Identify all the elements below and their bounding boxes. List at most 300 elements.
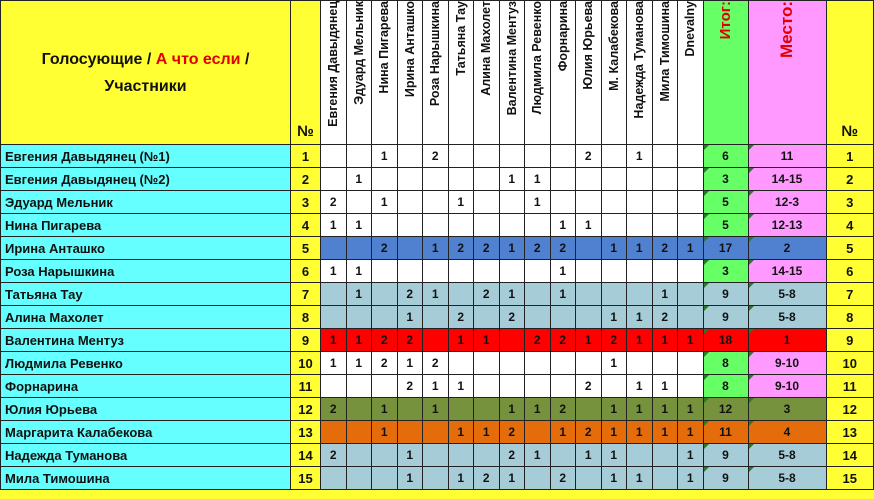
- vote-cell: [525, 260, 551, 283]
- vote-cell: 2: [576, 375, 602, 398]
- vote-cell: [321, 168, 347, 191]
- voter-name-label-wrap: [474, 1, 499, 144]
- row-number-right: 8: [827, 306, 874, 329]
- voter-name-label: Форнарина: [555, 1, 570, 72]
- vote-cell: [321, 283, 347, 306]
- row-number: 2: [291, 168, 321, 191]
- vote-cell: [321, 145, 347, 168]
- vote-cell: 1: [398, 467, 424, 490]
- mesto-cell: 5-8: [749, 444, 827, 467]
- voter-header: [500, 0, 526, 145]
- participant-name: Ирина Анташко: [0, 237, 291, 260]
- voter-header: [398, 0, 424, 145]
- vote-cell: 1: [627, 237, 653, 260]
- vote-cell: [678, 306, 704, 329]
- vote-cell: [449, 260, 475, 283]
- row-number-right: 6: [827, 260, 874, 283]
- participant-name: Роза Нарышкина: [0, 260, 291, 283]
- vote-cell: 1: [449, 421, 475, 444]
- row-number: 13: [291, 421, 321, 444]
- row-number-right: 2: [827, 168, 874, 191]
- vote-cell: [525, 352, 551, 375]
- row-number: 14: [291, 444, 321, 467]
- vote-cell: 1: [423, 283, 449, 306]
- vote-cell: 2: [576, 145, 602, 168]
- vote-cell: [347, 375, 373, 398]
- vote-cell: [627, 214, 653, 237]
- vote-cell: 1: [525, 191, 551, 214]
- vote-cell: 1: [551, 260, 577, 283]
- vote-cell: 1: [678, 444, 704, 467]
- row-number-right: 14: [827, 444, 874, 467]
- vote-cell: 1: [576, 444, 602, 467]
- vote-cell: 1: [347, 214, 373, 237]
- voter-name-label: Нина Пигарева: [377, 1, 392, 94]
- vote-cell: [347, 398, 373, 421]
- vote-cell: 1: [576, 214, 602, 237]
- vote-cell: 1: [653, 375, 679, 398]
- vote-cell: [678, 375, 704, 398]
- row-number: 5: [291, 237, 321, 260]
- vote-cell: [372, 283, 398, 306]
- vote-cell: [423, 191, 449, 214]
- vote-cell: [474, 352, 500, 375]
- voter-name-label-wrap: [500, 1, 525, 144]
- vote-cell: 1: [500, 168, 526, 191]
- vote-cell: 2: [551, 467, 577, 490]
- voter-name-label: Надежда Туманова: [632, 1, 647, 119]
- vote-cell: 1: [372, 145, 398, 168]
- vote-cell: [576, 306, 602, 329]
- vote-cell: [347, 467, 373, 490]
- voter-name-label: Мила Тимошина: [657, 1, 672, 102]
- row-number-right: 5: [827, 237, 874, 260]
- voter-name-label-wrap: [449, 1, 474, 144]
- row-number: 3: [291, 191, 321, 214]
- voter-header: [372, 0, 398, 145]
- vote-cell: 1: [627, 398, 653, 421]
- vote-cell: 1: [525, 398, 551, 421]
- voter-name-label: Юлия Юрьева: [581, 1, 596, 90]
- vote-cell: [347, 145, 373, 168]
- vote-cell: [525, 306, 551, 329]
- participant-name: Евгения Давыдянец (№1): [0, 145, 291, 168]
- voter-name-label: Dnevalny: [683, 1, 698, 57]
- row-number-right: 15: [827, 467, 874, 490]
- vote-cell: 2: [576, 421, 602, 444]
- vote-cell: [602, 145, 628, 168]
- voter-name-label: Людмила Ревенко: [530, 1, 545, 115]
- itog-cell: 8: [704, 352, 749, 375]
- itog-cell: 3: [704, 260, 749, 283]
- itog-cell: 9: [704, 306, 749, 329]
- vote-cell: 2: [602, 329, 628, 352]
- vote-cell: 1: [627, 306, 653, 329]
- row-number-right: 3: [827, 191, 874, 214]
- voter-name-label-wrap: [653, 1, 678, 144]
- itog-cell: 18: [704, 329, 749, 352]
- participant-name: Форнарина: [0, 375, 291, 398]
- mesto-cell: 9-10: [749, 375, 827, 398]
- vote-cell: 1: [627, 329, 653, 352]
- vote-cell: [653, 214, 679, 237]
- itog-cell: 9: [704, 283, 749, 306]
- vote-cell: [576, 260, 602, 283]
- vote-cell: 1: [347, 283, 373, 306]
- vote-cell: [347, 444, 373, 467]
- vote-cell: [372, 375, 398, 398]
- voter-name-label: Татьяна Тау: [453, 1, 468, 76]
- vote-cell: 1: [347, 329, 373, 352]
- vote-cell: [449, 352, 475, 375]
- vote-cell: [653, 467, 679, 490]
- itog-cell: 6: [704, 145, 749, 168]
- mesto-cell: 5-8: [749, 467, 827, 490]
- vote-cell: 1: [653, 421, 679, 444]
- voter-name-label-wrap: [525, 1, 550, 144]
- vote-cell: 1: [627, 421, 653, 444]
- mesto-cell: 9-10: [749, 352, 827, 375]
- vote-cell: [321, 421, 347, 444]
- vote-cell: [551, 352, 577, 375]
- vote-cell: [602, 260, 628, 283]
- row-number-right: 13: [827, 421, 874, 444]
- vote-cell: 1: [347, 168, 373, 191]
- vote-cell: [678, 168, 704, 191]
- vote-cell: 2: [398, 329, 424, 352]
- voter-name-label: Алина Махолет: [479, 1, 494, 96]
- mesto-cell: 4: [749, 421, 827, 444]
- vote-cell: [347, 421, 373, 444]
- vote-cell: 1: [474, 329, 500, 352]
- vote-cell: [678, 260, 704, 283]
- vote-cell: 2: [423, 145, 449, 168]
- voter-name-label: Роза Нарышкина: [428, 1, 443, 107]
- mesto-cell: 12-3: [749, 191, 827, 214]
- vote-cell: 1: [423, 375, 449, 398]
- mesto-cell: 1: [749, 329, 827, 352]
- voter-name-label-wrap: [347, 1, 372, 144]
- vote-cell: [500, 352, 526, 375]
- vote-cell: 1: [602, 444, 628, 467]
- vote-cell: [576, 398, 602, 421]
- vote-cell: 1: [678, 467, 704, 490]
- row-number: 15: [291, 467, 321, 490]
- voter-name-label-wrap: [602, 1, 627, 144]
- title-part1: Голосующие /: [41, 50, 156, 68]
- vote-cell: 1: [474, 421, 500, 444]
- vote-cell: [449, 145, 475, 168]
- vote-cell: 1: [398, 352, 424, 375]
- participant-name: Татьяна Тау: [0, 283, 291, 306]
- vote-cell: [653, 444, 679, 467]
- itog-cell: 11: [704, 421, 749, 444]
- vote-cell: [474, 191, 500, 214]
- vote-cell: [525, 145, 551, 168]
- vote-cell: 1: [449, 191, 475, 214]
- vote-cell: 1: [551, 214, 577, 237]
- vote-cell: 1: [627, 467, 653, 490]
- voter-header: [678, 0, 704, 145]
- row-number: 10: [291, 352, 321, 375]
- vote-cell: 2: [500, 444, 526, 467]
- vote-cell: 2: [398, 283, 424, 306]
- vote-cell: [372, 214, 398, 237]
- mesto-cell: 2: [749, 237, 827, 260]
- participant-name: Юлия Юрьева: [0, 398, 291, 421]
- voter-header: [602, 0, 628, 145]
- participant-name: Людмила Ревенко: [0, 352, 291, 375]
- vote-cell: [576, 467, 602, 490]
- vote-cell: [576, 191, 602, 214]
- vote-cell: 1: [653, 329, 679, 352]
- vote-cell: 1: [449, 467, 475, 490]
- voter-name-label: Ирина Анташко: [402, 1, 417, 98]
- participant-name: Алина Махолет: [0, 306, 291, 329]
- vote-cell: 1: [347, 352, 373, 375]
- voter-header: [347, 0, 373, 145]
- vote-cell: [372, 168, 398, 191]
- vote-cell: [576, 352, 602, 375]
- voter-header: [627, 0, 653, 145]
- voter-name-label: Евгения Давыдянец: [326, 1, 341, 127]
- mesto-label-wrap: [749, 1, 826, 144]
- voter-header: [551, 0, 577, 145]
- vote-cell: 2: [551, 237, 577, 260]
- itog-cell: 9: [704, 467, 749, 490]
- vote-cell: [653, 191, 679, 214]
- row-number-right: 12: [827, 398, 874, 421]
- vote-cell: 1: [551, 283, 577, 306]
- vote-cell: [474, 444, 500, 467]
- vote-cell: 2: [474, 283, 500, 306]
- voter-name-label-wrap: [627, 1, 652, 144]
- vote-cell: [321, 237, 347, 260]
- vote-cell: [321, 375, 347, 398]
- participant-name: Мила Тимошина: [0, 467, 291, 490]
- vote-cell: 1: [602, 352, 628, 375]
- vote-cell: [602, 283, 628, 306]
- vote-cell: 1: [678, 237, 704, 260]
- vote-cell: 1: [321, 260, 347, 283]
- voter-name-label-wrap: [576, 1, 601, 144]
- itog-header: [704, 0, 749, 145]
- vote-cell: 1: [500, 237, 526, 260]
- row-number: 12: [291, 398, 321, 421]
- vote-cell: 1: [678, 421, 704, 444]
- vote-cell: [398, 421, 424, 444]
- vote-cell: [500, 145, 526, 168]
- vote-cell: [474, 306, 500, 329]
- voter-name-label-wrap: [423, 1, 448, 144]
- num-header: №: [291, 0, 321, 145]
- row-number: 6: [291, 260, 321, 283]
- itog-label-wrap: [704, 1, 748, 144]
- row-number: 11: [291, 375, 321, 398]
- title-red: А что если: [155, 50, 241, 68]
- vote-cell: 1: [500, 283, 526, 306]
- vote-cell: [474, 398, 500, 421]
- vote-cell: [525, 421, 551, 444]
- mesto-label: Место:: [777, 1, 796, 58]
- vote-cell: 1: [551, 421, 577, 444]
- row-number-right: 11: [827, 375, 874, 398]
- voter-name-label-wrap: [398, 1, 423, 144]
- itog-cell: 3: [704, 168, 749, 191]
- vote-cell: [500, 191, 526, 214]
- vote-cell: [627, 283, 653, 306]
- voter-header: [321, 0, 347, 145]
- vote-cell: [449, 283, 475, 306]
- vote-cell: 1: [372, 191, 398, 214]
- row-number-right: 10: [827, 352, 874, 375]
- vote-cell: [321, 467, 347, 490]
- vote-cell: 2: [500, 421, 526, 444]
- vote-cell: [423, 467, 449, 490]
- participant-name: Валентина Ментуз: [0, 329, 291, 352]
- participant-name: Евгения Давыдянец (№2): [0, 168, 291, 191]
- vote-cell: 1: [653, 398, 679, 421]
- itog-cell: 5: [704, 214, 749, 237]
- row-number-right: 9: [827, 329, 874, 352]
- vote-cell: [551, 306, 577, 329]
- vote-cell: 1: [423, 237, 449, 260]
- vote-cell: [525, 283, 551, 306]
- voter-name-label: Эдуард Мельник: [351, 1, 366, 105]
- vote-cell: [678, 283, 704, 306]
- vote-cell: 2: [321, 444, 347, 467]
- vote-cell: [372, 260, 398, 283]
- mesto-cell: 5-8: [749, 283, 827, 306]
- vote-cell: [398, 398, 424, 421]
- voter-name-label: М. Калабекова: [606, 1, 621, 91]
- vote-cell: [423, 214, 449, 237]
- title-part2: /: [240, 50, 250, 68]
- row-number-right: 4: [827, 214, 874, 237]
- vote-cell: [474, 375, 500, 398]
- voter-header: [525, 0, 551, 145]
- vote-cell: 1: [678, 329, 704, 352]
- header-title: [0, 0, 291, 145]
- row-number: 7: [291, 283, 321, 306]
- vote-cell: 2: [321, 191, 347, 214]
- vote-cell: 1: [602, 421, 628, 444]
- vote-cell: [653, 352, 679, 375]
- voter-name-label-wrap: [321, 1, 346, 144]
- vote-cell: [398, 237, 424, 260]
- voter-header: [474, 0, 500, 145]
- vote-cell: [627, 444, 653, 467]
- vote-cell: 1: [602, 237, 628, 260]
- vote-cell: 1: [398, 444, 424, 467]
- vote-cell: [627, 352, 653, 375]
- vote-cell: [398, 260, 424, 283]
- row-number: 1: [291, 145, 321, 168]
- vote-cell: [474, 168, 500, 191]
- itog-cell: 12: [704, 398, 749, 421]
- vote-cell: [551, 375, 577, 398]
- vote-cell: [449, 214, 475, 237]
- vote-cell: 1: [525, 444, 551, 467]
- vote-cell: 1: [321, 329, 347, 352]
- vote-cell: 2: [525, 329, 551, 352]
- vote-cell: 1: [372, 421, 398, 444]
- vote-cell: [321, 306, 347, 329]
- vote-cell: [449, 168, 475, 191]
- vote-cell: [423, 168, 449, 191]
- vote-cell: [372, 467, 398, 490]
- vote-cell: [347, 306, 373, 329]
- vote-cell: [576, 283, 602, 306]
- vote-cell: 2: [449, 237, 475, 260]
- itog-cell: 5: [704, 191, 749, 214]
- voter-name-label-wrap: [372, 1, 397, 144]
- vote-cell: 1: [500, 398, 526, 421]
- vote-cell: [500, 260, 526, 283]
- vote-cell: [372, 306, 398, 329]
- vote-cell: [423, 260, 449, 283]
- vote-cell: 2: [372, 329, 398, 352]
- mesto-header: [749, 0, 827, 145]
- vote-cell: [398, 145, 424, 168]
- vote-cell: 1: [576, 329, 602, 352]
- vote-cell: 1: [449, 329, 475, 352]
- vote-cell: [525, 375, 551, 398]
- vote-cell: 2: [372, 237, 398, 260]
- vote-cell: [551, 168, 577, 191]
- vote-cell: 1: [627, 375, 653, 398]
- voter-header: [576, 0, 602, 145]
- voter-name-label-wrap: [551, 1, 576, 144]
- vote-cell: [653, 260, 679, 283]
- vote-cell: 1: [321, 352, 347, 375]
- itog-cell: 9: [704, 444, 749, 467]
- participant-name: Нина Пигарева: [0, 214, 291, 237]
- participant-name: Маргарита Калабекова: [0, 421, 291, 444]
- mesto-cell: 11: [749, 145, 827, 168]
- vote-cell: 1: [627, 145, 653, 168]
- vote-cell: [500, 214, 526, 237]
- vote-cell: [423, 421, 449, 444]
- vote-cell: [500, 375, 526, 398]
- vote-cell: [602, 375, 628, 398]
- vote-cell: [602, 214, 628, 237]
- voter-name-label: Валентина Ментуз: [504, 1, 519, 116]
- row-number-right: 1: [827, 145, 874, 168]
- mesto-cell: 12-13: [749, 214, 827, 237]
- vote-cell: [678, 191, 704, 214]
- vote-cell: 2: [372, 352, 398, 375]
- vote-cell: 1: [525, 168, 551, 191]
- vote-cell: [449, 444, 475, 467]
- vote-cell: 1: [602, 306, 628, 329]
- vote-cell: 2: [525, 237, 551, 260]
- vote-cell: 1: [372, 398, 398, 421]
- vote-cell: [474, 214, 500, 237]
- header-title-line1: [42, 46, 250, 73]
- vote-cell: [678, 352, 704, 375]
- vote-cell: [627, 191, 653, 214]
- vote-cell: [551, 444, 577, 467]
- row-number: 8: [291, 306, 321, 329]
- voter-header: [653, 0, 679, 145]
- vote-cell: [653, 145, 679, 168]
- mesto-cell: 5-8: [749, 306, 827, 329]
- vote-cell: [525, 467, 551, 490]
- row-number: 4: [291, 214, 321, 237]
- vote-cell: [653, 168, 679, 191]
- vote-cell: [449, 398, 475, 421]
